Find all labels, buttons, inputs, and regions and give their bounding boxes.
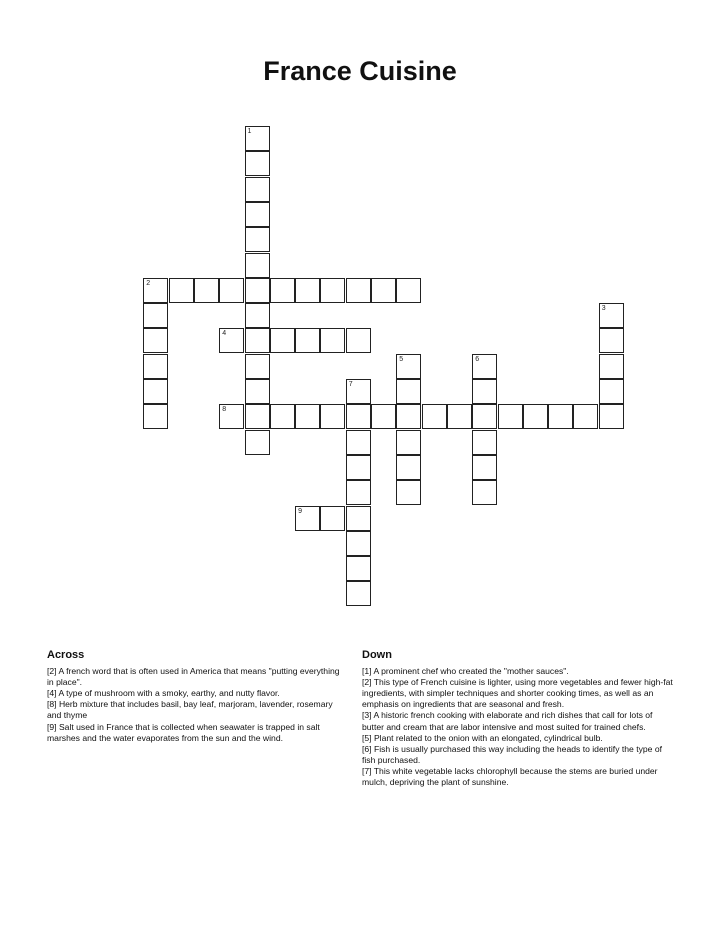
crossword-cell[interactable] bbox=[599, 379, 624, 404]
cell-number: 4 bbox=[222, 330, 227, 338]
crossword-cell[interactable] bbox=[396, 379, 421, 404]
crossword-cell[interactable] bbox=[143, 278, 168, 303]
cell-number: 7 bbox=[348, 381, 353, 388]
crossword-cell[interactable] bbox=[245, 328, 270, 353]
clue-text: Plant related to the onion with an elongated, cylindrical bulb. bbox=[371, 732, 603, 743]
cell-number: 9 bbox=[298, 507, 302, 515]
crossword-cell[interactable] bbox=[320, 404, 345, 429]
crossword-cell[interactable] bbox=[245, 126, 270, 151]
clue-text: A type of mushroom with a smoky, earthy, and nutty flavor. bbox=[56, 688, 280, 699]
clue-number: [7] bbox=[362, 765, 372, 776]
crossword-cell[interactable] bbox=[194, 278, 219, 303]
crossword-cell[interactable] bbox=[346, 278, 371, 303]
clue-number: [4] bbox=[47, 688, 57, 699]
clue-number: [3] bbox=[362, 710, 372, 721]
clue-item bbox=[47, 688, 347, 699]
crossword-cell[interactable] bbox=[245, 404, 270, 429]
clue-text: This type of French cuisine is lighter, using more vegetables and fewer high-fat ingredients, with simpler techniques and shorter cooking times, as well as an emphasis on ingredients that are seasonal and fresh. bbox=[362, 677, 673, 710]
crossword-cell[interactable] bbox=[245, 303, 270, 328]
crossword-cell[interactable] bbox=[245, 430, 270, 455]
across-clues bbox=[47, 650, 347, 744]
crossword-cell[interactable] bbox=[346, 581, 371, 606]
crossword-cell[interactable] bbox=[346, 455, 371, 480]
crossword-cell[interactable] bbox=[346, 506, 371, 531]
clue-text: This white vegetable lacks chlorophyll because the stems are buried under mulch, depriving the plant of sunshine. bbox=[362, 765, 658, 788]
crossword-cell[interactable] bbox=[143, 404, 168, 429]
crossword-cell[interactable] bbox=[548, 404, 573, 429]
crossword-cell[interactable] bbox=[245, 151, 270, 176]
clue-item bbox=[362, 666, 674, 677]
crossword-cell[interactable] bbox=[219, 278, 244, 303]
cell-number: 3 bbox=[601, 305, 606, 313]
crossword-cell[interactable] bbox=[245, 202, 270, 227]
clue-item bbox=[362, 677, 674, 710]
crossword-cell[interactable] bbox=[219, 328, 244, 353]
crossword-cell[interactable] bbox=[270, 328, 295, 353]
crossword-cell[interactable] bbox=[599, 303, 624, 328]
crossword-cell[interactable] bbox=[371, 278, 396, 303]
crossword-cell[interactable] bbox=[245, 177, 270, 202]
crossword-cell[interactable] bbox=[447, 404, 472, 429]
crossword-cell[interactable] bbox=[346, 328, 371, 353]
crossword-cell[interactable] bbox=[143, 303, 168, 328]
crossword-cell[interactable] bbox=[346, 480, 371, 505]
crossword-cell[interactable] bbox=[396, 455, 421, 480]
clue-number: [1] bbox=[362, 666, 372, 677]
clue-item bbox=[362, 710, 674, 732]
across-clue-list bbox=[47, 666, 347, 744]
cell-number: 1 bbox=[247, 128, 252, 135]
crossword-cell[interactable] bbox=[295, 404, 320, 429]
page-title: France Cuisine bbox=[263, 56, 457, 86]
crossword-cell[interactable] bbox=[573, 404, 598, 429]
crossword-cell[interactable] bbox=[320, 278, 345, 303]
clue-text: A historic french cooking with elaborate and rich dishes that call for lots of butter and cream that are labor intensive and most suited for trained chefs. bbox=[362, 710, 653, 732]
clue-text: Herb mixture that includes basil, bay leaf, marjoram, lavender, rosemary and thyme bbox=[47, 699, 333, 721]
crossword-cell[interactable] bbox=[219, 404, 244, 429]
cell-number: 6 bbox=[475, 355, 480, 363]
crossword-cell[interactable] bbox=[295, 278, 320, 303]
clue-number: [2] bbox=[362, 677, 372, 688]
clue-item bbox=[47, 699, 347, 721]
crossword-cell[interactable] bbox=[599, 328, 624, 353]
crossword-cell[interactable] bbox=[270, 278, 295, 303]
clue-number: [6] bbox=[362, 743, 372, 754]
crossword-cell[interactable] bbox=[245, 253, 270, 278]
crossword-cell[interactable] bbox=[320, 506, 345, 531]
clue-text: Fish is usually purchased this way including the heads to identify the type of fish purchased. bbox=[362, 743, 663, 765]
crossword-cell[interactable] bbox=[346, 430, 371, 455]
crossword-cell[interactable] bbox=[245, 227, 270, 252]
crossword-cell[interactable] bbox=[320, 328, 345, 353]
crossword-cell[interactable] bbox=[371, 404, 396, 429]
down-heading: Down bbox=[362, 649, 392, 661]
clue-item bbox=[47, 722, 347, 744]
crossword-cell[interactable] bbox=[346, 379, 371, 404]
crossword-cell[interactable] bbox=[422, 404, 447, 429]
crossword-cell[interactable] bbox=[472, 430, 497, 455]
crossword-cell[interactable] bbox=[472, 354, 497, 379]
crossword-cell[interactable] bbox=[498, 404, 523, 429]
crossword-cell[interactable] bbox=[396, 278, 421, 303]
crossword-cell[interactable] bbox=[599, 354, 624, 379]
cell-number: 2 bbox=[146, 279, 151, 287]
cell-number: 5 bbox=[399, 355, 404, 363]
clue-item bbox=[362, 733, 674, 744]
crossword-cell[interactable] bbox=[396, 404, 421, 429]
across-heading: Across bbox=[47, 649, 85, 661]
crossword-cell[interactable] bbox=[472, 379, 497, 404]
down-clues bbox=[362, 650, 674, 788]
crossword-cell[interactable] bbox=[523, 404, 548, 429]
crossword-cell[interactable] bbox=[472, 480, 497, 505]
crossword-cell[interactable] bbox=[245, 354, 270, 379]
crossword-cell[interactable] bbox=[396, 480, 421, 505]
clue-item bbox=[47, 666, 347, 688]
crossword-cell[interactable] bbox=[245, 379, 270, 404]
clue-number: [8] bbox=[47, 699, 57, 710]
crossword-cell[interactable] bbox=[169, 278, 194, 303]
crossword-cell[interactable] bbox=[295, 506, 320, 531]
clue-text: A french word that is often used in America that means "putting everything in place". bbox=[47, 666, 340, 688]
crossword-cell[interactable] bbox=[346, 404, 371, 429]
crossword-cell[interactable] bbox=[270, 404, 295, 429]
crossword-cell[interactable] bbox=[396, 430, 421, 455]
clue-number: [9] bbox=[47, 721, 57, 732]
clue-item bbox=[362, 766, 674, 788]
crossword-cell[interactable] bbox=[346, 531, 371, 556]
crossword-cell[interactable] bbox=[599, 404, 624, 429]
crossword-cell[interactable] bbox=[143, 379, 168, 404]
crossword-cell[interactable] bbox=[245, 278, 270, 303]
clue-text: A prominent chef who created the "mother sauces". bbox=[371, 666, 569, 677]
crossword-cell[interactable] bbox=[472, 404, 497, 429]
crossword-cell[interactable] bbox=[472, 455, 497, 480]
clue-text: Salt used in France that is collected when seawater is trapped in salt marshes and the water evaporates from the sun and the wind. bbox=[47, 721, 320, 743]
clue-number: [2] bbox=[47, 666, 57, 677]
cell-number: 8 bbox=[222, 406, 227, 414]
crossword-cell[interactable] bbox=[295, 328, 320, 353]
down-clue-list bbox=[362, 666, 674, 788]
clue-number: [5] bbox=[362, 732, 372, 743]
crossword-cell[interactable] bbox=[346, 556, 371, 581]
crossword-cell[interactable] bbox=[396, 354, 421, 379]
crossword-cell[interactable] bbox=[143, 354, 168, 379]
crossword-cell[interactable] bbox=[143, 328, 168, 353]
clue-item bbox=[362, 744, 674, 766]
